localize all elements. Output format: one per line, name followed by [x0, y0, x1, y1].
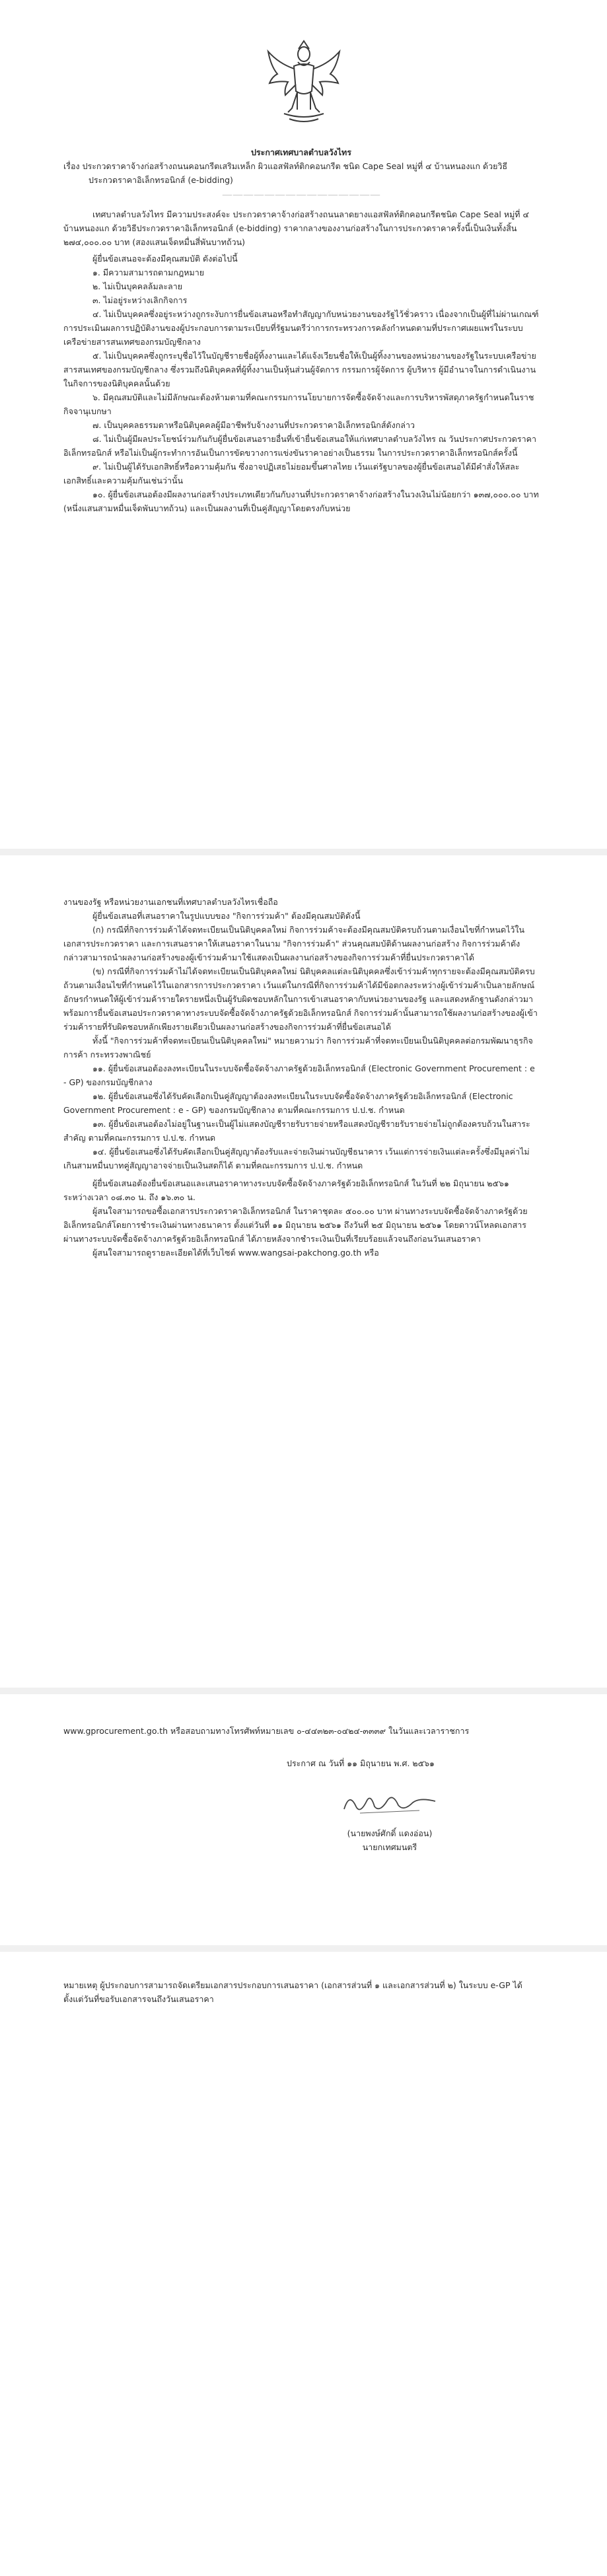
- contact-paragraph: www.gprocurement.go.th หรือสอบถามทางโทรศัพท์หมายเลข ๐-๔๔๓๒๓-๐๔๒๔-๓๓๓๙ ในวันและเวลาราชการ: [63, 1726, 470, 1736]
- subject-line: เรื่อง ประกวดราคาจ้างก่อสร้างถนนคอนกรีตเสริมเหล็ก ผิวแอสฟัลท์ติกคอนกรีต ชนิด Cape Seal หมู่ที่ ๔ บ้านหนองแก ด้วยวิธี: [63, 161, 508, 171]
- signer-name: (นายพงษ์ศักดิ์ แดงอ่อน): [347, 1828, 433, 1838]
- document-page-1: [0, 0, 607, 849]
- submission-paragraph: ผู้ยื่นข้อเสนอต้องยื่นข้อเสนอและเสนอราคาทางระบบจัดซื้อจัดจ้างภาครัฐด้วยอิเล็กทรอนิกส์ ในวันที่ ๒๒ มิถุนายน ๒๕๖๑ ระหว่างเวลา ๐๘.๓๐ น. ถึง ๑๖.๓๐ น.: [63, 1178, 509, 1202]
- qualification-heading: ผู้ยื่นข้อเสนอจะต้องมีคุณสมบัติ ดังต่อไปนี้: [92, 254, 238, 264]
- qualification-item: ๕. ไม่เป็นบุคคลซึ่งถูกระบุชื่อไว้ในบัญชีรายชื่อผู้ทิ้งงานและได้แจ้งเวียนชื่อให้เป็นผู้ทิ้งงานของหน่วยงานของรัฐในระบบเครือข่ายสารสนเทศของกรมบัญชีกลาง ซึ่งรวมถึงนิติบุคคลที่ผู้ทิ้งงานเป็นหุ้นส่วนผู้จัดการ กรรมการผู้จัดการ ผู้บริหาร ผู้มีอำนาจในการดำเนินงานในกิจการของนิติบุคคลนั้นด้วย: [63, 351, 536, 388]
- joint-venture-b: (ข) กรณีที่กิจการร่วมค้าไม่ได้จดทะเบียนเป็นนิติบุคคลใหม่ นิติบุคคลแต่ละนิติบุคคลซึ่งเข้าร่วมค้าทุกรายจะต้องมีคุณสมบัติครบถ้วนตามเงื่อนไขที่กำหนดไว้ในเอกสารการประกวดราคา เว้นแต่ในกรณีที่กิจการร่วมค้าได้มีข้อตกลงระหว่างผู้เข้าร่วมค้าเป็นลายลักษณ์อักษรกำหนดให้ผู้เข้าร่วมค้ารายใดรายหนึ่งเป็นผู้รับผิดชอบหลักในการเข้าเสนอราคากับหน่วยงานของรัฐ และแสดงหลักฐานดังกล่าวมาพร้อมการยื่นข้อเสนอประกวดราคาทางระบบจัดซื้อจัดจ้างภาครัฐด้วยอิเล็กทรอนิกส์ กิจการร่วมค้านั้นสามารถใช้ผลงานก่อสร้างของผู้เข้าร่วมค้ารายที่รับผิดชอบหลักเพียงรายเดียวเป็นผลงานก่อสร้างของกิจการร่วมค้าที่ยื่นข้อเสนอได้: [63, 966, 538, 1032]
- divider: ———————————————: [222, 188, 380, 201]
- page-title: ประกาศเทศบาลตำบลวังไทร: [250, 147, 352, 157]
- qualification-item: ๒. ไม่เป็นบุคคลล้มละลาย: [92, 281, 183, 291]
- qualification-item: ๑๔. ผู้ยื่นข้อเสนอซึ่งได้รับคัดเลือกเป็นคู่สัญญาต้องรับและจ่ายเงินผ่านบัญชีธนาคาร เว้นแต่การจ่ายเงินแต่ละครั้งซึ่งมีมูลค่าไม่เกินสามหมื่นบาทคู่สัญญาอาจจ่ายเป็นเงินสดก็ได้ ตามที่คณะกรรมการ ป.ป.ช. กำหนด: [63, 1147, 530, 1170]
- signature-mark: [340, 1787, 439, 1818]
- signer-title: นายกเทศมนตรี: [362, 1842, 417, 1852]
- qualification-item: ๘. ไม่เป็นผู้มีผลประโยชน์ร่วมกันกับผู้ยื่นข้อเสนอรายอื่นที่เข้ายื่นข้อเสนอให้แก่เทศบาลตำบลวังไทร ณ วันประกาศประกวดราคาอิเล็กทรอนิกส์ หรือไม่เป็นผู้กระทำการอันเป็นการขัดขวางการแข่งขันราคาอย่างเป็นธรรม ในการประกวดราคาอิเล็กทรอนิกส์ครั้งนี้: [63, 434, 536, 458]
- signature-block: [310, 1826, 469, 1854]
- qualification-item: ๑๐. ผู้ยื่นข้อเสนอต้องมีผลงานก่อสร้างประเภทเดียวกันกับงานที่ประกวดราคาจ้างก่อสร้างในวงเงินไม่น้อยกว่า ๑๓๗,๐๐๐.๐๐ บาท (หนึ่งแสนสามหมื่นเจ็ดพันบาทถ้วน) และเป็นผลงานที่เป็นคู่สัญญาโดยตรงกับหน่วย: [63, 489, 539, 513]
- qualification-item: ๑๒. ผู้ยื่นข้อเสนอซึ่งได้รับคัดเลือกเป็นคู่สัญญาต้องลงทะเบียนในระบบจัดซื้อจัดจ้างภาครัฐด้วยอิเล็กทรอนิกส์ (Electronic Government Procurement : e - GP) ของกรมบัญชีกลาง ตามที่คณะกรรมการ ป.ป.ช. กำหนด: [63, 1091, 513, 1115]
- page4-body: [63, 1978, 539, 2006]
- continued-text: งานของรัฐ หรือหน่วยงานเอกชนที่เทศบาลตำบลวังไทรเชื่อถือ: [63, 897, 278, 907]
- document-page-4: [0, 1952, 607, 2576]
- qualification-item: ๖. มีคุณสมบัติและไม่มีลักษณะต้องห้ามตามที่คณะกรรมการนโยบายการจัดซื้อจัดจ้างและการบริหารพัสดุภาครัฐกำหนดในราชกิจจานุเบกษา: [63, 392, 534, 416]
- page3-body: [63, 1724, 539, 1770]
- joint-venture-heading: ผู้ยื่นข้อเสนอที่เสนอราคาในรูปแบบของ "กิจการร่วมค้า" ต้องมีคุณสมบัติดังนี้: [92, 911, 361, 921]
- joint-venture-c: ทั้งนี้ "กิจการร่วมค้าที่จดทะเบียนเป็นนิติบุคคลใหม่" หมายความว่า กิจการร่วมค้าที่จดทะเบียนเป็นนิติบุคคลต่อกรมพัฒนาธุรกิจการค้า กระทรวงพาณิชย์: [63, 1036, 533, 1059]
- document-page-3: [0, 1694, 607, 1945]
- document-page-2: [0, 855, 607, 1688]
- qualification-item: ๓. ไม่อยู่ระหว่างเลิกกิจการ: [92, 295, 188, 305]
- qualification-item: ๗. เป็นบุคคลธรรมดาหรือนิติบุคคลผู้มีอาชีพรับจ้างงานที่ประกวดราคาอิเล็กทรอนิกส์ดังกล่าว: [92, 420, 415, 430]
- documents-paragraph: ผู้สนใจสามารถขอซื้อเอกสารประกวดราคาอิเล็กทรอนิกส์ ในราคาชุดละ ๕๐๐.๐๐ บาท ผ่านทางระบบจัดซื้อจัดจ้างภาครัฐด้วยอิเล็กทรอนิกส์โดยการชำระเงินผ่านทางธนาคาร ตั้งแต่วันที่ ๑๑ มิถุนายน ๒๕๖๑ ถึงวันที่ ๒๕ มิถุนายน ๒๕๖๑ โดยดาวน์โหลดเอกสารผ่านทางระบบจัดซื้อจัดจ้างภาครัฐด้วยอิเล็กทรอนิกส์ ได้ภายหลังจากชำระเงินเป็นที่เรียบร้อยแล้วจนถึงก่อนวันเสนอราคา: [63, 1206, 528, 1244]
- info-paragraph: ผู้สนใจสามารถดูรายละเอียดได้ที่เว็บไซต์ www.wangsai-pakchong.go.th หรือ: [92, 1248, 379, 1258]
- page2-body: [63, 895, 539, 1260]
- garuda-emblem: [264, 40, 343, 125]
- qualification-item: ๔. ไม่เป็นบุคคลซึ่งอยู่ระหว่างถูกระงับการยื่นข้อเสนอหรือทำสัญญากับหน่วยงานของรัฐไว้ชั่วคราว เนื่องจากเป็นผู้ที่ไม่ผ่านเกณฑ์การประเมินผลการปฏิบัติงานของผู้ประกอบการตามระเบียบที่รัฐมนตรีว่าการกระทรวงการคลังกำหนดตามที่ประกาศเผยแพร่ในระบบเครือข่ายสารสนเทศของกรมบัญชีกลาง: [63, 309, 539, 347]
- joint-venture-a: (ก) กรณีที่กิจการร่วมค้าได้จดทะเบียนเป็นนิติบุคคลใหม่ กิจการร่วมค้าจะต้องมีคุณสมบัติครบถ้วนตามเงื่อนไขที่กำหนดไว้ในเอกสารประกวดราคา และการเสนอราคาให้เสนอราคาในนาม "กิจการร่วมค้า" ส่วนคุณสมบัติด้านผลงานก่อสร้าง กิจการร่วมค้าดังกล่าวสามารถนำผลงานก่อสร้างของผู้เข้าร่วมค้ามาใช้แสดงเป็นผลงานก่อสร้างของกิจการร่วมค้าที่ยื่นประกวดราคาได้: [63, 925, 525, 962]
- qualification-item: ๑๑. ผู้ยื่นข้อเสนอต้องลงทะเบียนในระบบจัดซื้อจัดจ้างภาครัฐด้วยอิเล็กทรอนิกส์ (Electronic Government Procurement : e - GP) ของกรมบัญชีกลาง: [63, 1063, 535, 1087]
- qualification-item: ๙. ไม่เป็นผู้ได้รับเอกสิทธิ์หรือความคุ้มกัน ซึ่งอาจปฏิเสธไม่ยอมขึ้นศาลไทย เว้นแต่รัฐบาลของผู้ยื่นข้อเสนอได้มีคำสั่งให้สละเอกสิทธิ์และความคุ้มกันเช่นว่านั้น: [63, 462, 520, 485]
- subject-line-2: ประกวดราคาอิเล็กทรอนิกส์ (e-bidding): [89, 175, 233, 185]
- intro-paragraph: เทศบาลตำบลวังไทร มีความประสงค์จะ ประกวดราคาจ้างก่อสร้างถนนลาดยางแอสฟัลท์ติกคอนกรีตชนิด Cape Seal หมู่ที่ ๔ บ้านหนองแก ด้วยวิธีประกวดราคาอิเล็กทรอนิกส์ (e-bidding) ราคากลางของงานก่อสร้างในการประกวดราคาครั้งนี้เป็นเงินทั้งสิ้น ๒๗๔,๐๐๐.๐๐ บาท (สองแสนเจ็ดหมื่นสี่พันบาทถ้วน): [63, 209, 529, 247]
- note-paragraph: หมายเหตุ ผู้ประกอบการสามารถจัดเตรียมเอกสารประกอบการเสนอราคา (เอกสารส่วนที่ ๑ และเอกสารส่วนที่ ๒) ในระบบ e-GP ได้ตั้งแต่วันที่ขอรับเอกสารจนถึงวันเสนอราคา: [63, 1980, 522, 2004]
- qualification-item: ๑๓. ผู้ยื่นข้อเสนอต้องไม่อยู่ในฐานะเป็นผู้ไม่แสดงบัญชีรายรับรายจ่ายหรือแสดงบัญชีรายรับรายจ่ายไม่ถูกต้องครบถ้วนในสาระสำคัญ ตามที่คณะกรรมการ ป.ป.ช. กำหนด: [63, 1119, 530, 1143]
- qualification-item: ๑. มีความสามารถตามกฎหมาย: [92, 268, 205, 277]
- page1-body: [63, 145, 539, 515]
- announce-date: ประกาศ ณ วันที่ ๑๑ มิถุนายน พ.ศ. ๒๕๖๑: [287, 1758, 435, 1768]
